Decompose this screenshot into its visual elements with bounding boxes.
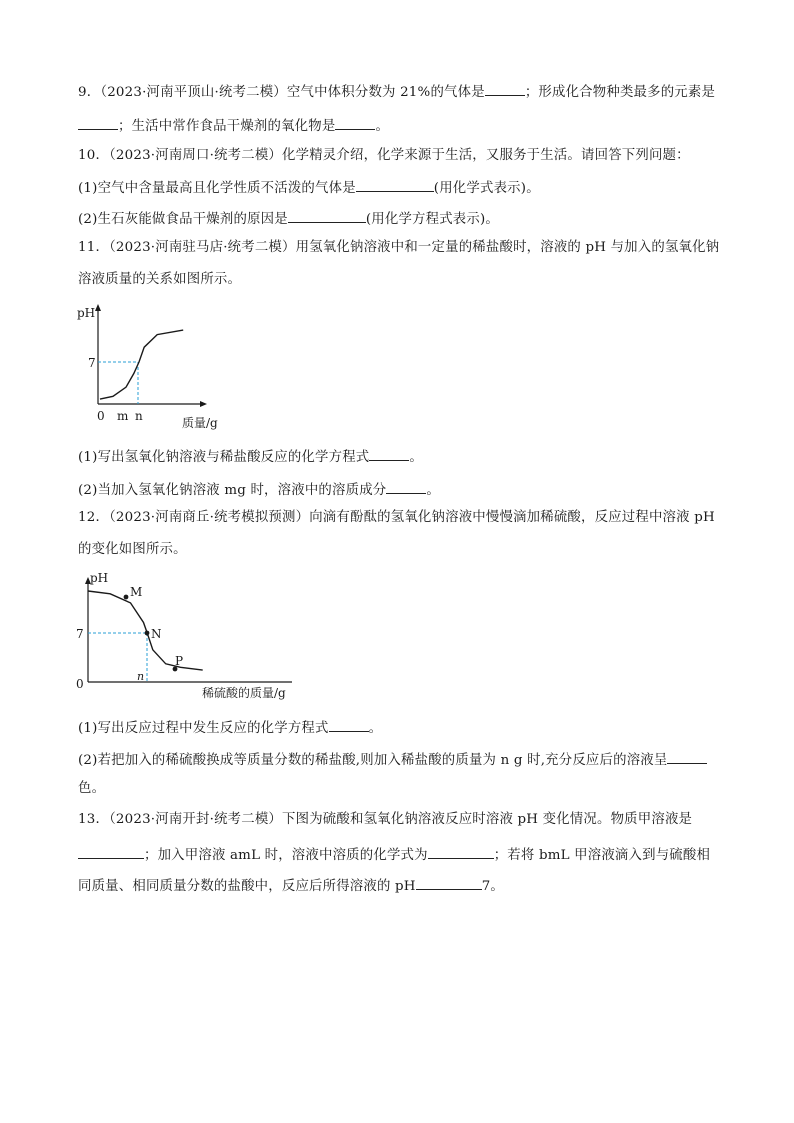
q12-xtick-n: n <box>137 670 145 683</box>
q12-label-p: P <box>175 654 184 668</box>
q11-blank-2[interactable] <box>386 478 426 494</box>
q11-xtick-m: m <box>117 409 129 423</box>
q12-sub1 <box>78 716 382 739</box>
q9-blank-1[interactable] <box>485 80 525 96</box>
q11-stem-2: 溶液质量的关系如图所示。 <box>78 272 242 287</box>
q9-blank-3[interactable] <box>335 114 375 130</box>
q11-curve <box>100 330 183 399</box>
q12-blank-1[interactable] <box>329 716 369 732</box>
q11-ylabel: pH <box>77 306 96 320</box>
q10-blank-1[interactable] <box>356 176 434 192</box>
q11-ytick-7: 7 <box>88 356 96 370</box>
q12-sub2 <box>78 748 707 771</box>
q11-sub2 <box>78 478 440 501</box>
q10-sub2 <box>78 207 499 230</box>
q11-x-arrow <box>200 401 207 407</box>
q12-point-m <box>124 595 129 600</box>
q12-chart <box>74 570 304 705</box>
q13-text-b: ；加入甲溶液 amL 时，溶液中溶质的化学式为 <box>144 848 428 863</box>
q11-blank-1[interactable] <box>369 445 409 461</box>
q9-line1 <box>78 80 715 103</box>
q12-stem-2: 的变化如图所示。 <box>78 542 187 557</box>
q13-blank-2[interactable] <box>428 843 494 859</box>
q9-text-a: 9．（2023·河南平顶山·统考二模）空气中体积分数为 21%的气体是 <box>78 85 485 100</box>
q10-sub1-tail: (用化学式表示)。 <box>433 181 540 196</box>
q11-stem-1: 11．（2023·河南驻马店·统考二模）用氢氧化钠溶液中和一定量的稀盐酸时，溶液的 pH 与加入的氢氧化钠 <box>78 240 720 255</box>
q11-sub1 <box>78 445 423 468</box>
q9-blank-2[interactable] <box>78 114 118 130</box>
q10-sub1 <box>78 176 540 199</box>
q12-stem-1: 12．（2023·河南商丘·统考模拟预测）向滴有酚酞的氢氧化钠溶液中慢慢滴加稀硫酸，反应过程中溶液 pH <box>78 510 715 525</box>
q10-sub2-text: (2)生石灰能做食品干燥剂的原因是 <box>78 212 288 227</box>
q9-text-c: ；生活中常作食品干燥剂的氧化物是 <box>118 119 336 134</box>
q13-stem-2 <box>78 843 710 866</box>
q13-blank-1[interactable] <box>78 843 144 859</box>
q13-stem-3 <box>78 874 504 897</box>
q10-blank-2[interactable] <box>288 207 366 223</box>
q12-curve <box>88 591 203 670</box>
q9-text-d: 。 <box>375 119 390 134</box>
q12-ytick-7: 7 <box>76 627 84 641</box>
q11-xtick-0: 0 <box>97 409 105 423</box>
q12-ylabel: pH <box>90 571 109 585</box>
q12-label-m: M <box>130 585 143 599</box>
q12-label-n: N <box>151 627 162 641</box>
q11-sub1-tail: 。 <box>409 450 423 465</box>
q11-y-arrow <box>95 304 101 311</box>
q12-xtick-0: 0 <box>76 677 84 691</box>
q13-stem-1: 13．（2023·河南开封·统考二模）下图为硫酸和氢氧化钠溶液反应时溶液 pH 变化情况。物质甲溶液是 <box>78 812 693 827</box>
q12-xlabel: 稀硫酸的质量/g <box>202 686 286 700</box>
q12-sub2-text: (2)若把加入的稀硫酸换成等质量分数的稀盐酸,则加入稀盐酸的质量为 n g 时,充分反应后的溶液呈 <box>78 753 668 768</box>
q10-sub2-tail: (用化学方程式表示)。 <box>365 212 500 227</box>
q12-point-n <box>145 631 150 636</box>
q12-sub2-cont: 色。 <box>78 781 106 796</box>
q11-sub1-text: (1)写出氢氧化钠溶液与稀盐酸反应的化学方程式 <box>78 450 370 465</box>
q12-blank-2[interactable] <box>667 748 707 764</box>
q11-xlabel: 质量/g <box>182 416 218 430</box>
q12-sub1-tail: 。 <box>368 721 383 736</box>
q10-sub1-text: (1)空气中含量最高且化学性质不活泼的气体是 <box>78 181 356 196</box>
q9-line2 <box>78 114 389 137</box>
q10-stem: 10．（2023·河南周口·统考二模）化学精灵介绍，化学来源于生活，又服务于生活。请回答下列问题： <box>78 148 690 163</box>
q12-sub1-text: (1)写出反应过程中发生反应的化学方程式 <box>78 721 329 736</box>
q11-chart <box>74 300 244 435</box>
q13-text-f: 7。 <box>481 879 505 894</box>
q11-xtick-n: n <box>135 409 143 423</box>
q13-text-e: 同质量、相同质量分数的盐酸中，反应后所得溶液的 pH <box>78 879 416 894</box>
q13-text-d: ；若将 bmL 甲溶液滴入到与硫酸相 <box>493 848 711 863</box>
q11-sub2-tail: 。 <box>426 483 440 498</box>
q13-blank-3[interactable] <box>416 874 482 890</box>
q9-text-b: ；形成化合物种类最多的元素是 <box>524 85 716 100</box>
q11-sub2-text: (2)当加入氢氧化钠溶液 mg 时，溶液中的溶质成分 <box>78 483 387 498</box>
